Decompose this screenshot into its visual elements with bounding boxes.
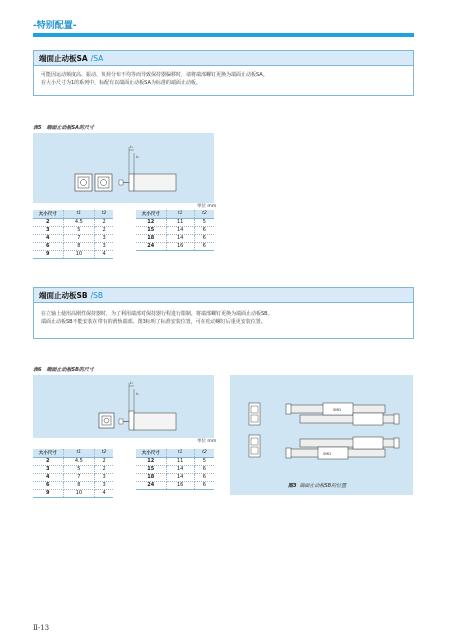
sb-plate-drawing (33, 375, 214, 438)
col-t2: t2 (194, 449, 214, 457)
table6-caption: 表6 端面止动板SB的尺寸 (33, 367, 94, 373)
table-row (33, 465, 113, 473)
svg-text:t₁: t₁ (130, 381, 133, 385)
cell: 18 (136, 234, 166, 242)
table-row (33, 242, 113, 250)
table-row (33, 218, 113, 226)
section-sb-code: /SB (90, 291, 104, 300)
section-sa-title: 端面止动板SA (39, 54, 88, 63)
svg-text:t₁: t₁ (130, 145, 133, 149)
table6-left (33, 449, 113, 498)
cell: 10 (63, 250, 95, 258)
col-t2: t2 (95, 210, 113, 218)
cell: 9 (33, 250, 63, 258)
cell: 14 (166, 465, 194, 473)
table5-drawing-panel (33, 133, 214, 203)
cell: 3 (95, 473, 113, 481)
cell: 2 (95, 457, 113, 465)
cell: 15 (136, 465, 166, 473)
table-row (33, 250, 113, 258)
col-size: 大小尺寸 (136, 449, 166, 457)
cell: 24 (136, 242, 166, 250)
cell: 16 (166, 481, 194, 489)
cell: 4 (95, 250, 113, 258)
cell: 12 (136, 218, 166, 226)
table-row (136, 234, 214, 242)
cell: 15 (136, 226, 166, 234)
col-t1: t1 (63, 449, 95, 457)
table-row (136, 242, 214, 250)
cell: 6 (194, 234, 214, 242)
cell: 6 (194, 481, 214, 489)
sb-position-drawing (230, 375, 413, 495)
col-t2: t2 (194, 210, 214, 218)
table6-drawing-panel (33, 375, 214, 438)
cell: 4 (95, 489, 113, 497)
section-sa-line-2: 在大小尺寸为1的系列中，标配有以端面止动板SA为标准的端面止动板。 (41, 80, 201, 86)
cell: 16 (166, 242, 194, 250)
cell: 11 (166, 218, 194, 226)
cell: 10 (63, 489, 95, 497)
table-row (33, 473, 113, 481)
section-sa (33, 50, 414, 96)
header-rule (33, 33, 414, 37)
cell: 2 (33, 218, 63, 226)
cell: 5 (194, 457, 214, 465)
figure3-panel (230, 375, 413, 495)
cell: 2 (95, 218, 113, 226)
cell: 6 (194, 473, 214, 481)
table-row (33, 226, 113, 234)
figure3-tag-bottom: SMD (323, 452, 331, 456)
cell: 4 (33, 234, 63, 242)
cell: 5 (63, 226, 95, 234)
table-row (33, 489, 113, 497)
section-sb (33, 287, 414, 339)
cell: 3 (33, 465, 63, 473)
cell: 11 (166, 457, 194, 465)
section-sb-text (34, 303, 413, 331)
section-sa-heading (34, 51, 413, 66)
col-t1: t1 (166, 449, 194, 457)
table-row (136, 457, 214, 465)
cell: 2 (95, 465, 113, 473)
section-sb-heading (34, 288, 413, 303)
cell: 14 (166, 473, 194, 481)
col-size: 大小尺寸 (136, 210, 166, 218)
cell: 6 (194, 242, 214, 250)
figure3-label: 图3 (288, 483, 297, 489)
cell: 3 (95, 481, 113, 489)
page-number: Ⅱ-13 (33, 624, 50, 632)
cell: 2 (95, 226, 113, 234)
section-sb-title: 端面止动板SB (39, 291, 88, 300)
table-row (136, 481, 214, 489)
cell: 5 (194, 218, 214, 226)
cell: 18 (136, 473, 166, 481)
col-size: 大小尺寸 (33, 210, 63, 218)
figure3-caption (288, 482, 346, 489)
figure3-caption-text: 端面止动板SB的位置 (299, 483, 347, 489)
table-row (136, 473, 214, 481)
table-row (33, 457, 113, 465)
table-row (33, 234, 113, 242)
table-row (136, 218, 214, 226)
cell: 14 (166, 234, 194, 242)
table5-unit: 单位 mm (197, 204, 217, 209)
svg-text:t₂: t₂ (136, 155, 139, 159)
col-t1: t1 (166, 210, 194, 218)
table-row (136, 465, 214, 473)
cell: 8 (63, 242, 95, 250)
cell: 6 (194, 465, 214, 473)
cell: 6 (33, 481, 63, 489)
page-section-title: -特别配置- (33, 21, 77, 31)
cell: 14 (166, 226, 194, 234)
cell: 3 (33, 226, 63, 234)
cell: 5 (63, 465, 95, 473)
section-sa-text (34, 66, 413, 92)
table6-right (136, 449, 214, 490)
section-sa-code: /SA (90, 54, 104, 63)
table5-left (33, 210, 113, 259)
cell: 9 (33, 489, 63, 497)
cell: 6 (194, 226, 214, 234)
cell: 8 (63, 481, 95, 489)
cell: 7 (63, 473, 95, 481)
cell: 6 (33, 242, 63, 250)
cell: 4.5 (63, 457, 95, 465)
table-row (136, 226, 214, 234)
sa-plate-drawing (33, 133, 214, 203)
cell: 3 (95, 234, 113, 242)
col-size: 大小尺寸 (33, 449, 63, 457)
cell: 12 (136, 457, 166, 465)
cell: 4 (33, 473, 63, 481)
cell: 2 (33, 457, 63, 465)
svg-text:t₂: t₂ (136, 392, 139, 396)
cell: 24 (136, 481, 166, 489)
table6-unit: 单位 mm (197, 439, 217, 444)
figure3-tag-top: SMD (333, 408, 341, 412)
col-t2: t2 (95, 449, 113, 457)
cell: 4.5 (63, 218, 95, 226)
table5-caption: 表5 端面止动板SA的尺寸 (33, 125, 94, 131)
cell: 3 (95, 242, 113, 250)
col-t1: t1 (63, 210, 95, 218)
table-row (33, 481, 113, 489)
section-sb-line-1: 在立轴上使用高刚性保持器时，为了利用端部对保持器行程进行限制，将端部螺钉更换为端面止动板SB。 (41, 311, 273, 317)
section-sa-line-1: 可能因运动频度高、振动、负荷分布不均等而导致保持器偏移时，请将端部螺钉更换为端面止动板SA。 (41, 72, 268, 78)
cell: 7 (63, 234, 95, 242)
section-sb-line-2: 端面止动板SB不能安装在带有的滑轨端部。图3标明了标准安装位置，可在松动螺钉后重更安装位置。 (41, 319, 266, 325)
table5-right (136, 210, 214, 251)
